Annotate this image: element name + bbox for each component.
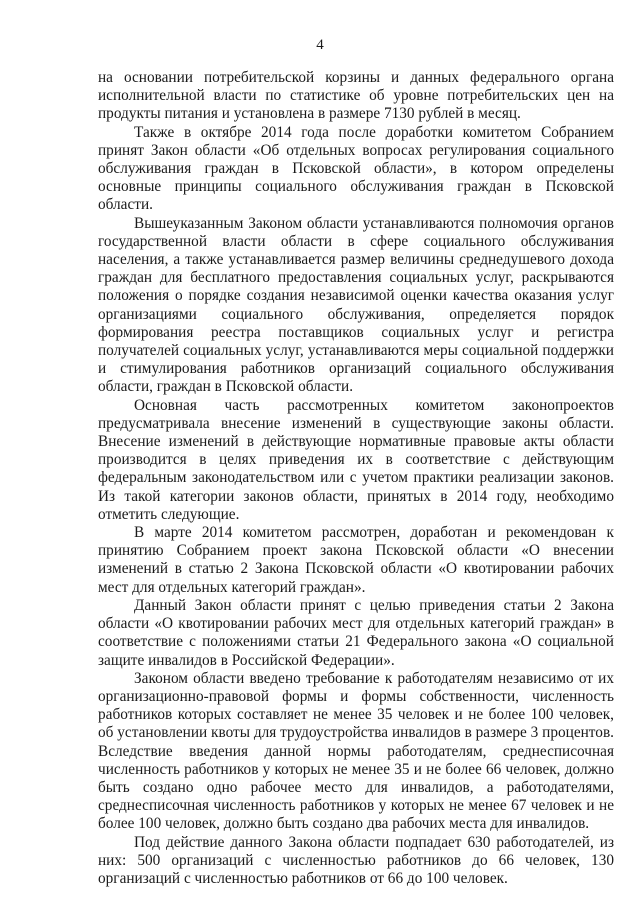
- document-body: [98, 69, 614, 888]
- page-number: 4: [316, 37, 324, 53]
- paragraph-law-powers: Вышеуказанным Законом области устанавливаются полномочия органов государственной власти области в сфере социального обслуживания населения, а также устанавливается размер величины среднедушевого дохода граждан для бесплатного предоставления социальных услуг, раскрываются положения о порядке создания независимой оценки качества оказания услуг организациями социального обслуживания, определяется порядок формирования реестра поставщиков социальных услуг и регистра получателей социальных услуг, устанавливаются меры социальной поддержки и стимулирования работников организаций социального обслуживания области, граждан в Псковской области.: [98, 214, 614, 396]
- paragraph-quota-requirement: Законом области введено требование к работодателям независимо от их организационно-правовой формы и формы собственности, численность работников которых составляет не менее 35 человек и не более 100 человек, об установлении квоты для трудоустройства инвалидов в размере 3 процентов. Вследствие введения данной нормы работодателям, среднесписочная численность работников у которых не менее 35 и не более 66 человек, должно быть создано одно рабочее место для инвалидов, а работодателями, среднесписочная численность работников у которых не менее 67 человек и не более 100 человек, должно быть создано два рабочих места для инвалидов.: [98, 669, 614, 833]
- paragraph-law-purpose: Данный Закон области принят с целью приведения статьи 2 Закона области «О квотировании рабочих мест для отдельных категорий граждан» в соответствие с положениями статьи 21 Федерального закона «О социальной защите инвалидов в Российской Федерации».: [98, 596, 614, 669]
- paragraph-march-2014: В марте 2014 комитетом рассмотрен, доработан и рекомендован к принятию Собранием проект закона Псковской области «О внесении изменений в статью 2 Закона Псковской области «О квотировании рабочих мест для отдельных категорий граждан».: [98, 524, 614, 596]
- paragraph-continuation: на основании потребительской корзины и данных федерального органа исполнительной власти по статистике об уровне потребительских цен на продукты питания и установлена в размере 7130 рублей в месяц.: [98, 69, 614, 123]
- paragraph-amendments: Основная часть рассмотренных комитетом законопроектов предусматривала внесение изменений в существующие законы области. Внесение изменений в действующие нормативные правовые акты области производится в целях приведения их в соответствие с действующим федеральным законодательством или с учетом практики реализации законов. Из такой категории законов области, принятых в 2014 году, необходимо отметить следующие.: [98, 396, 614, 523]
- paragraph-employers-count: Под действие данного Закона области подпадает 630 работодателей, из них: 500 организаций с численностью работников до 66 человек, 130 организаций с численностью работников от 66 до 100 человек.: [98, 833, 614, 887]
- paragraph-law-adoption: Также в октябре 2014 года после доработки комитетом Собранием принят Закон области «Об отдельных вопросах регулирования социального обслуживания граждан в Псковской области», в котором определены основные принципы социального обслуживания граждан в Псковской области.: [98, 123, 614, 214]
